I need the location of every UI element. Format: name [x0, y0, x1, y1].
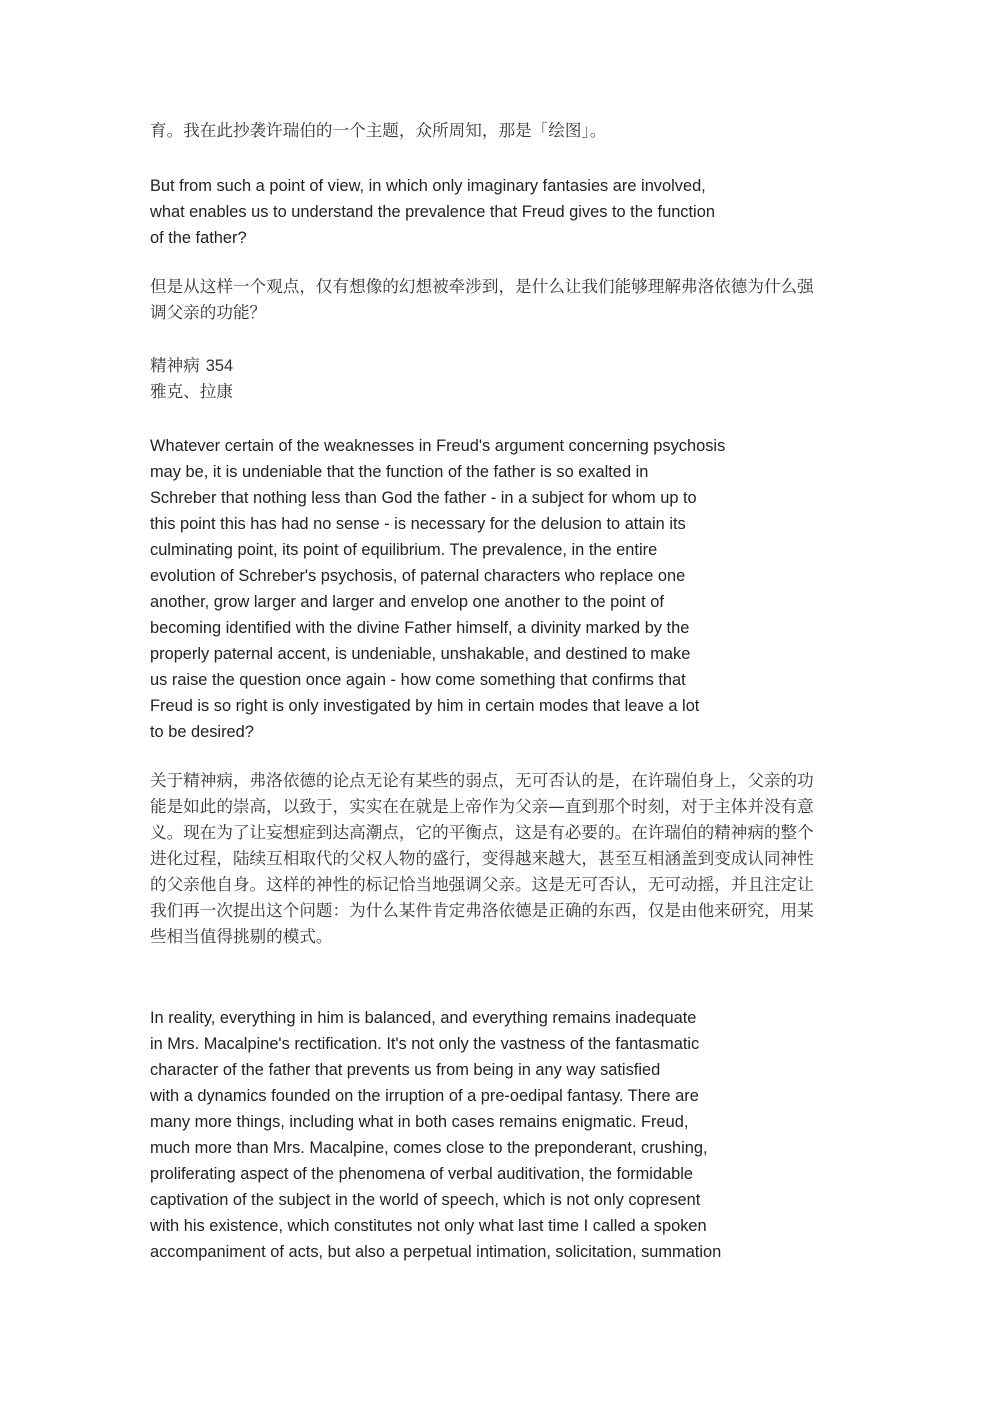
paragraph-zh-3	[150, 768, 850, 950]
text-line: many more things, including what in both cases remains enigmatic. Freud,	[150, 1113, 689, 1131]
running-header-author: 雅克、拉康	[150, 382, 233, 401]
paragraph-en-2	[150, 433, 850, 745]
text-line: 调父亲的功能？	[150, 303, 267, 322]
text-line: with a dynamics founded on the irruption of a pre-oedipal fantasy. There are	[150, 1087, 699, 1105]
text-line: 但是从这样一个观点，仅有想像的幻想被牵涉到，是什么让我们能够理解弗洛依德为什么强	[150, 277, 814, 296]
text-line: 我们再一次提出这个问题：为什么某件肯定弗洛依德是正确的东西，仅是由他来研究，用某	[150, 901, 814, 920]
text-line: 些相当值得挑剔的模式。	[150, 927, 333, 946]
text-line: in Mrs. Macalpine's rectification. It's not only the vastness of the fantasmatic	[150, 1035, 700, 1053]
paragraph-zh-2	[150, 274, 850, 326]
paragraph-zh-1	[150, 118, 850, 144]
text-line: this point this has had no sense - is necessary for the delusion to attain its	[150, 515, 686, 533]
text-line: Schreber that nothing less than God the father - in a subject for whom up to	[150, 489, 697, 507]
text-line: 育。我在此抄袭许瑞伯的一个主题，众所周知，那是「绘图」。	[150, 121, 607, 140]
running-header-title: 精神病	[150, 356, 200, 375]
text-line: 关于精神病，弗洛依德的论点无论有某些的弱点，无可否认的是，在许瑞伯身上，父亲的功	[150, 771, 814, 790]
text-line: proliferating aspect of the phenomena of verbal auditivation, the formidable	[150, 1165, 694, 1183]
text-line: much more than Mrs. Macalpine, comes close to the preponderant, crushing,	[150, 1139, 708, 1157]
text-line: 能是如此的崇高，以致于，实实在在就是上帝作为父亲—直到那个时刻，对于主体并没有意	[150, 797, 814, 816]
text-line: In reality, everything in him is balanced, and everything remains inadequate	[150, 1009, 697, 1027]
text-line: Freud is so right is only investigated by him in certain modes that leave a lot	[150, 697, 700, 715]
running-header	[150, 353, 850, 405]
text-line: of the father?	[150, 229, 247, 247]
text-line: culminating point, its point of equilibrium. The prevalence, in the entire	[150, 541, 658, 559]
text-line: to be desired?	[150, 723, 254, 741]
text-line: But from such a point of view, in which only imaginary fantasies are involved,	[150, 177, 706, 195]
text-line: becoming identified with the divine Father himself, a divinity marked by the	[150, 619, 690, 637]
text-line: captivation of the subject in the world of speech, which is not only copresent	[150, 1191, 701, 1209]
text-line: character of the father that prevents us from being in any way satisfied	[150, 1061, 661, 1079]
text-line: accompaniment of acts, but also a perpetual intimation, solicitation, summation	[150, 1243, 722, 1261]
text-line: what enables us to understand the prevalence that Freud gives to the function	[150, 203, 715, 221]
text-line: 进化过程，陆续互相取代的父权人物的盛行，变得越来越大，甚至互相涵盖到变成认同神性	[150, 849, 814, 868]
text-line: properly paternal accent, is undeniable, unshakable, and destined to make	[150, 645, 691, 663]
text-line: evolution of Schreber's psychosis, of paternal characters who replace one	[150, 567, 686, 585]
page-number: 354	[205, 357, 234, 375]
text-line: Whatever certain of the weaknesses in Freud's argument concerning psychosis	[150, 437, 726, 455]
text-line: with his existence, which constitutes not only what last time I called a spoken	[150, 1217, 707, 1235]
paragraph-en-3	[150, 1005, 850, 1265]
text-line: 义。现在为了让妄想症到达高潮点，它的平衡点，这是有必要的。在许瑞伯的精神病的整个	[150, 823, 814, 842]
text-line: us raise the question once again - how come something that confirms that	[150, 671, 686, 689]
text-line: 的父亲他自身。这样的神性的标记恰当地强调父亲。这是无可否认，无可动摇，并且注定让	[150, 875, 814, 894]
text-line: another, grow larger and larger and envelop one another to the point of	[150, 593, 664, 611]
text-line: may be, it is undeniable that the function of the father is so exalted in	[150, 463, 649, 481]
paragraph-en-1	[150, 173, 850, 251]
